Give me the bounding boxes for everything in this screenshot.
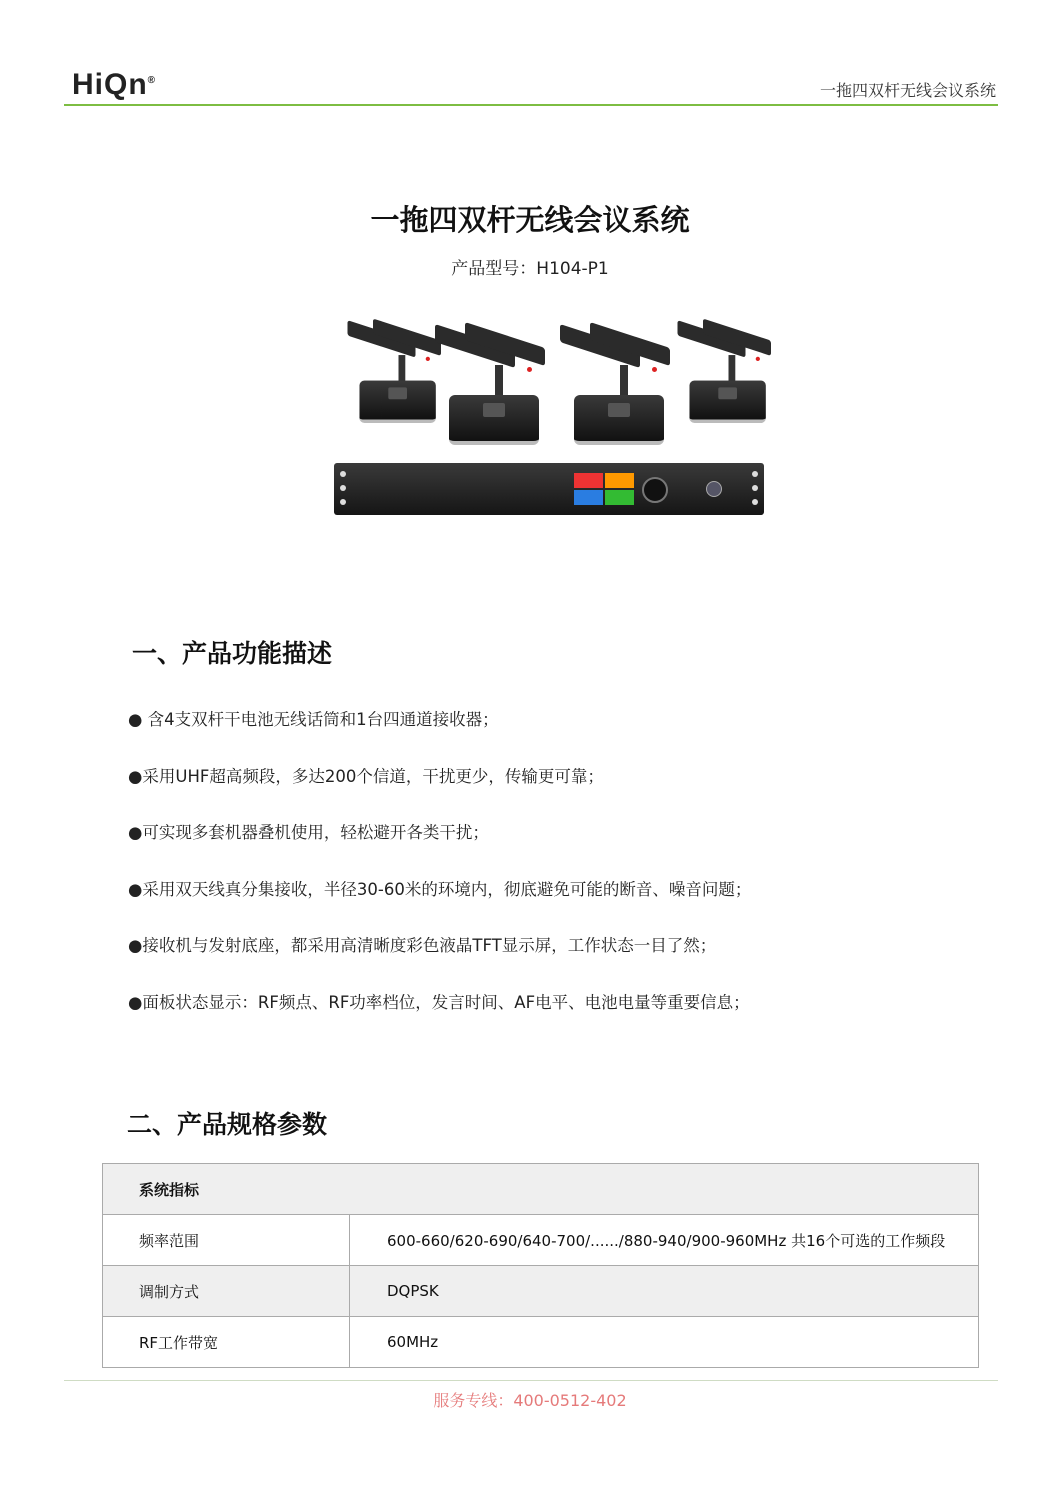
table-header: 系统指标 — [103, 1164, 979, 1215]
section-heading-specs: 二、产品规格参数 — [127, 1110, 328, 1139]
spec-label: 频率范围 — [103, 1215, 350, 1266]
section-heading-features: 一、产品功能描述 — [132, 639, 333, 668]
spec-value: 60MHz — [350, 1317, 979, 1368]
spec-value: DQPSK — [350, 1266, 979, 1317]
header-doc-title: 一拖四双杆无线会议系统 — [819, 81, 996, 100]
spec-table — [102, 1163, 979, 1368]
feature-list — [128, 706, 751, 1046]
feature-item: ●可实现多套机器叠机使用，轻松避开各类干扰； — [128, 823, 489, 843]
microphone-unit — [348, 331, 433, 425]
page-title: 一拖四双杆无线会议系统 — [370, 203, 690, 237]
feature-item: ●采用双天线真分集接收，半径30-60米的环境内，彻底避免可能的断音、噪音问题； — [128, 879, 752, 899]
footer-hotline: 服务专线：400-0512-402 — [433, 1391, 627, 1410]
spec-label: RF工作带宽 — [103, 1317, 350, 1368]
table-row — [103, 1317, 979, 1368]
table-row — [103, 1266, 979, 1317]
logo-text: HiQn — [72, 68, 148, 101]
feature-item: ●接收机与发射底座，都采用高清晰度彩色液晶TFT显示屏，工作状态一目了然； — [128, 936, 717, 956]
brand-logo — [72, 68, 156, 102]
feature-item: ●面板状态显示：RF频点、RF功率档位，发言时间、AF电平、电池电量等重要信息； — [128, 992, 750, 1012]
footer-divider — [64, 1380, 998, 1381]
microphone-unit — [560, 337, 660, 447]
microphone-unit — [435, 337, 535, 447]
table-header-row — [103, 1164, 979, 1215]
microphone-unit — [678, 331, 763, 425]
feature-item: ●采用UHF超高频段，多达200个信道，干扰更少，传输更可靠； — [128, 766, 604, 786]
product-image — [330, 315, 770, 530]
product-model: 产品型号：H104-P1 — [451, 259, 609, 279]
receiver-screen — [574, 473, 634, 505]
spec-label: 调制方式 — [103, 1266, 350, 1317]
power-button-icon — [706, 481, 722, 497]
registered-mark: ® — [147, 75, 157, 86]
spec-value: 600-660/620-690/640-700/....../880-940/900-960MHz 共16个可选的工作频段 — [350, 1215, 979, 1266]
receiver-unit — [334, 463, 764, 515]
receiver-knob — [642, 477, 668, 503]
feature-item: ● 含4支双杆干电池无线话筒和1台四通道接收器； — [128, 710, 499, 729]
table-row — [103, 1215, 979, 1266]
header-divider — [64, 104, 998, 106]
